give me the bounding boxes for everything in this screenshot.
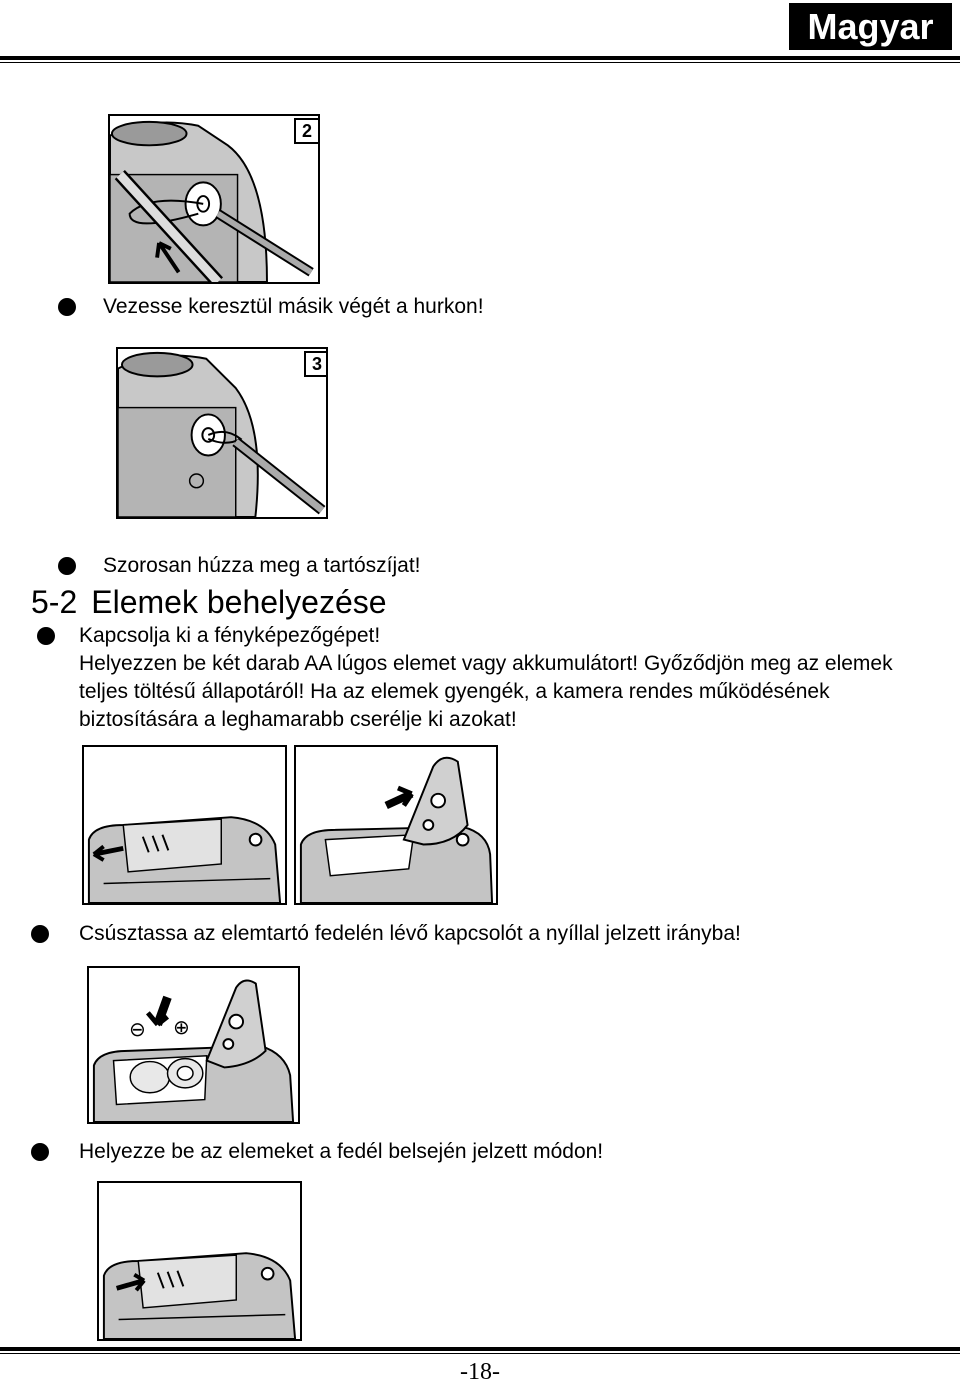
- battery-cover-slide-figure: [82, 745, 287, 905]
- strap-step3-text: Szorosan húzza meg a tartószíjat!: [103, 554, 421, 577]
- power-off-instruction: Kapcsolja ki a fényképezőgépet!: [79, 624, 381, 647]
- strap-step2-text: Vezesse keresztül másik végét a hurkon!: [103, 295, 484, 318]
- page-number: -18-: [460, 1359, 500, 1385]
- battery-paragraph: Helyezzen be két darab AA lúgos elemet vagy akkumulátort! Győződjön meg az elemek teljes töltésű állapotáról! Ha az elemek gyengék, a kamera rendes működésének biztosítására a leghamarabb cserélje ki azokat!: [79, 652, 893, 731]
- plus-polarity-icon: ⊕: [173, 1017, 190, 1039]
- section-title: Elemek behelyezése: [91, 584, 387, 620]
- figure-number-3: 3: [304, 351, 328, 377]
- battery-insertion-figure: [87, 966, 300, 1124]
- bullet-icon: [31, 925, 49, 943]
- insert-batteries-instruction: Helyezze be az elemeket a fedél belsején jelzett módon!: [79, 1140, 604, 1163]
- battery-cover-open-figure: [294, 745, 498, 905]
- slide-switch-instruction: Csúsztassa az elemtartó fedelén lévő kapcsolót a nyíllal jelzett irányba!: [79, 922, 741, 945]
- language-badge: Magyar: [789, 3, 952, 50]
- figure-number-2: 2: [294, 118, 320, 144]
- header-rule: [0, 56, 960, 60]
- footer-rule-thin: [0, 1353, 960, 1354]
- section-number: 5-2: [31, 584, 78, 620]
- bullet-icon: [58, 557, 76, 575]
- footer-rule: [0, 1347, 960, 1351]
- bullet-icon: [58, 298, 76, 316]
- strap-step3-figure: [116, 347, 328, 519]
- bullet-icon: [31, 1143, 49, 1161]
- strap-step2-figure: [108, 114, 320, 284]
- section-heading: [31, 584, 387, 620]
- minus-polarity-icon: ⊖: [129, 1019, 146, 1041]
- header-rule-thin: [0, 62, 960, 63]
- battery-cover-close-figure: [97, 1181, 302, 1341]
- bullet-icon: [37, 627, 55, 645]
